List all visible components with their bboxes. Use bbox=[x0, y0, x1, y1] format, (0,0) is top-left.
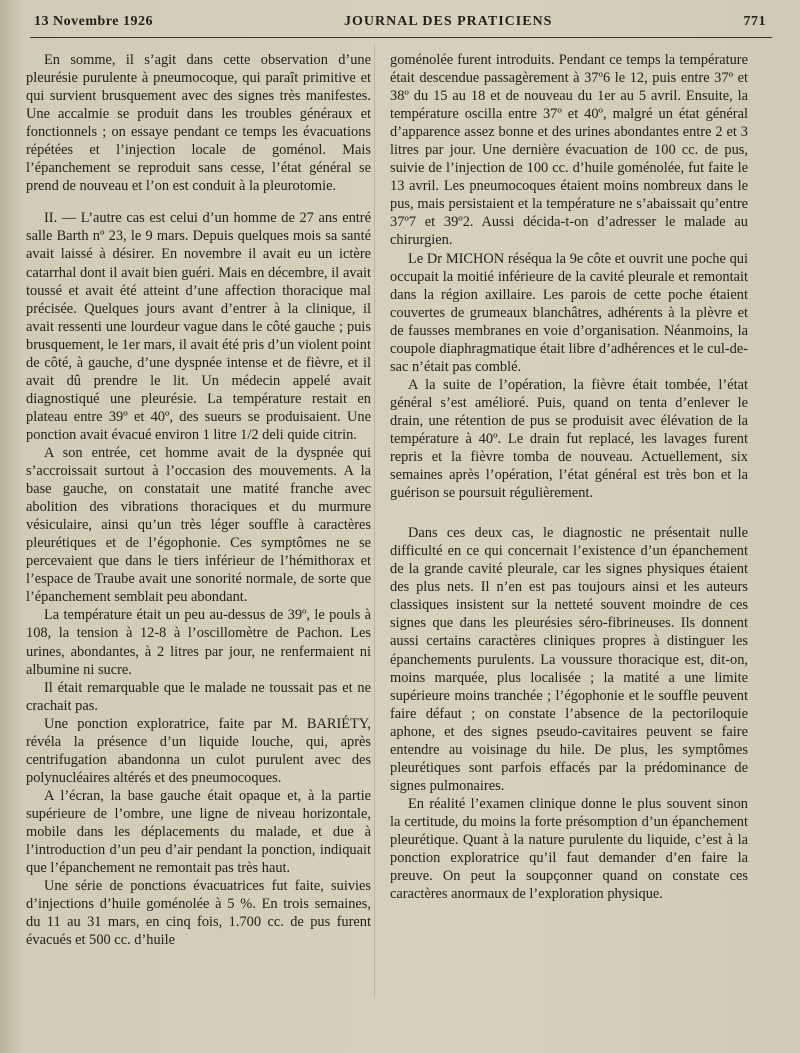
paragraph: En réalité l’examen clinique donne le plus souvent sinon la certitude, du moins la forte présomption d’un épanchement pleurétique. Quant à la nature purulente du liquide, c’est à la ponction exploratrice qu’il faut demander d’en faire la preuve. On peut la soupçonner quand on constate ces caractères anormaux de l’exploration physique. bbox=[390, 795, 748, 903]
header-page-number: 771 bbox=[743, 14, 766, 29]
left-column bbox=[26, 51, 371, 949]
paragraph: La température était un peu au-dessus de 39º, le pouls à 108, la tension à 12-8 à l’oscillomètre de Pachon. Les urines, abondantes, à 2 litres par jour, ne renfermaient ni albumine ni sucre. bbox=[26, 607, 371, 678]
header-journal-title: JOURNAL DES PRATICIENS bbox=[344, 14, 553, 29]
paragraph: A la suite de l’opération, la fièvre était tombée, l’état général s’est amélioré. Puis, quand on tenta d’enlever le drain, une rétention de pus se produisit avec élévation de la température à 40º. Le drain fut replacé, les lavages furent repris et la fièvre tomba de nouveau. Actuellement, six semaines après l’opération, l’état général est très bon et la guérison se poursuit régulièrement. bbox=[390, 376, 748, 502]
header-date: 13 Novembre 1926 bbox=[34, 14, 153, 29]
paragraph: Une ponction exploratrice, faite par M. BARIÉTY, révéla la présence d’un liquide louche, qui, après centrifugation abandonna un culot purulent avec des polynucléaires altérés et des pneumocoques. bbox=[26, 715, 371, 786]
paragraph: Il était remarquable que le malade ne toussait pas et ne crachait pas. bbox=[26, 679, 371, 714]
header-rule bbox=[30, 37, 772, 38]
running-header bbox=[34, 14, 766, 30]
paragraph: A son entrée, cet homme avait de la dyspnée qui s’accroissait surtout à l’occasion des mouvements. A la base gauche, on constatait une matité franche avec abolition des vibrations thoraciques et du murmure vésiculaire, ainsi qu’un très léger souffle à caractères pleurétiques et de l’égophonie. Ces symptômes ne se percevaient que dans le tiers inférieur de l’hémithorax et l’espace de Traube avait une sonorité normale, de sorte que l’épanchement semblait peu abondant. bbox=[26, 444, 371, 606]
column-divider bbox=[374, 44, 375, 997]
right-column bbox=[390, 51, 748, 903]
paragraph: A l’écran, la base gauche était opaque et, à la partie supérieure de l’ombre, une ligne de niveau horizontale, mobile dans les déplacements du malade, et due à l’introduction d’un peu d’air pendant la ponction, indiquait que l’épanchement ne remontait pas très haut. bbox=[26, 787, 371, 877]
paragraph: Une série de ponctions évacuatrices fut faite, suivies d’injections d’huile goménolée à 5 %. En trois semaines, du 11 au 31 mars, en cinq fois, 1.700 cc. de pus furent évacués et 500 cc. d’huile bbox=[26, 878, 371, 949]
paragraph: goménolée furent introduits. Pendant ce temps la température était descendue passagèrement à 37º6 le 12, puis entre 37º et 38º du 15 au 18 et de nouveau du 1er au 5 avril. Ensuite, la température oscilla entre 37º et 40º, malgré un état général d’apparence assez bonne et des urines abondantes entre 2 et 3 litres par jour. Une dernière évacuation de 100 cc. de pus, suivie de l’injection de 100 cc. d’huile goménolée, fut faite le 13 avril. Les pneumocoques étaient moins nombreux dans le pus, mais persistaient et la température ne s’abaissait qu’entre 37º7 et 39º2. Aussi décida-t-on d’adresser le malade au chirurgien. bbox=[390, 52, 748, 249]
paragraph: Le Dr MICHON réséqua la 9e côte et ouvrit une poche qui occupait la moitié inférieure de la cavité pleurale et remontait dans la région axillaire. Les parois de cette poche étaient couvertes de grumeaux blanchâtres, adhérents à la plèvre et de fausses membranes en voie d’organisation. Néanmoins, la coupole diaphragmatique était libre d’adhérences et le cul-de-sac n’était pas comblé. bbox=[390, 250, 748, 375]
paragraph: Dans ces deux cas, le diagnostic ne présentait nulle difficulté en ce qui concernait l’existence d’un épanchement de la grande cavité pleurale, car les signes physiques étaient des plus nets. Il n’en est pas toujours ainsi et les auteurs classiques insistent sur la netteté souvent moindre de ces signes que dans les pleurésies séro-fibrineuses. Ils donnent aussi certains caractères cliniques propres à distinguer les épanchements purulents. La voussure thoracique est, dit-on, moins marquée, plus localisée ; la matité a une limite supérieure moins tranchée ; l’égophonie et le souffle peuvent faire défaut ; on constate l’absence de la pectoriloquie aphone, et des signes pseudo-cavitaires peuvent se faire entendre au voisinage du hile. De plus, les symptômes pleurétiques sont parfois effacés par la prédominance de signes pulmonaires. bbox=[390, 525, 748, 794]
paragraph: II. — L’autre cas est celui d’un homme de 27 ans entré salle Barth nº 23, le 9 mars. Depuis quelques mois sa santé avait laissé à désirer. En novembre il avait eu un ictère catarrhal dont il avait bien guéri. Mais en décembre, il avait toussé et avait été atteint d’une affection thoracique mal précisée. Quelques jours avant d’entrer à la clinique, il avait ressenti une lourdeur vague dans le côté gauche ; puis brusquement, le 1er mars, il avait été pris d’un violent point de côté, à gauche, d’une dyspnée intense et de fièvre, et il avait dû prendre le lit. Un médecin appelé avait diagnostiqué une pleurésie. La température restait en plateau entre 39º et 40º, des sueurs se produisaient. Une ponction avait évacué environ 1 litre 1/2 deli quide citrin. bbox=[26, 210, 371, 443]
paragraph: En somme, il s’agit dans cette observation d’une pleurésie purulente à pneumocoque, qui paraît primitive et qui survient brusquement avec des signes très manifestes. Une accalmie se produit dans les troubles généraux et fonctionnels ; on essaye pendant ce temps les évacuations répétées et l’injection locale de goménol. Mais l’épanchement se reproduit sans cesse, l’état général se prend de nouveau et l’on est conduit à la pleurotomie. bbox=[26, 52, 371, 195]
